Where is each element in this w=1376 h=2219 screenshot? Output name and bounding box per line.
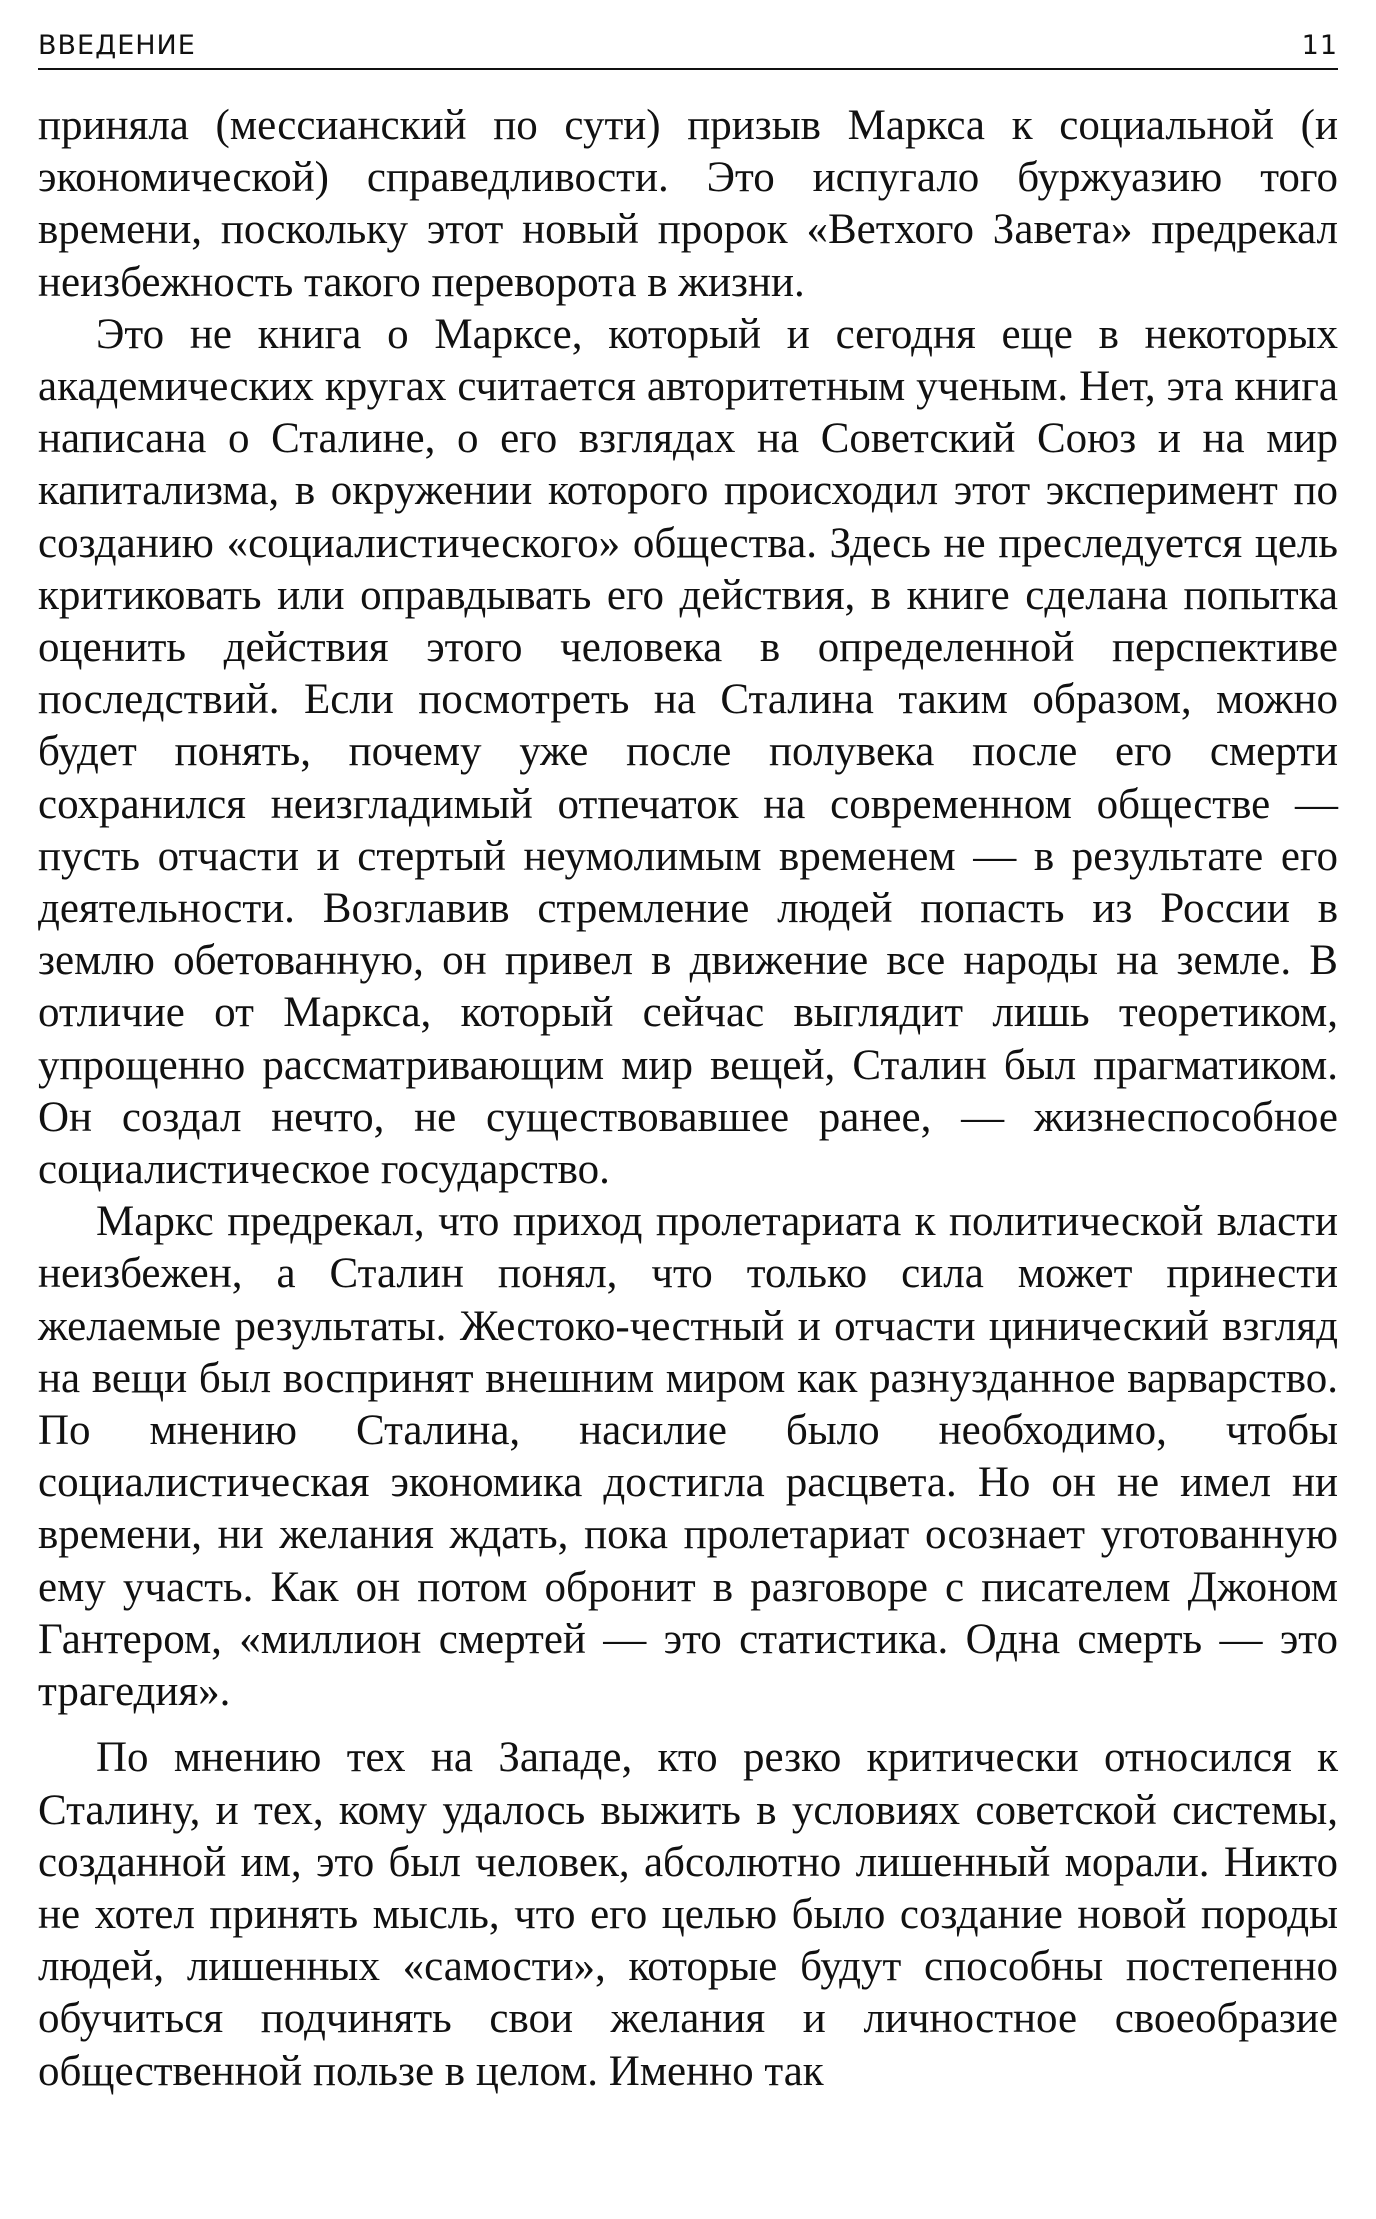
running-header bbox=[38, 28, 1338, 70]
paragraph: Это не книга о Марксе, который и сегодня еще в некоторых академических кругах считается авторитетным ученым. Нет, эта книга написана о Сталине, о его взглядах на Советский Союз и на мир капитализма, в окружении которого происходил этот эксперимент по созданию «социалистического» общества. Здесь не преследуется цель критиковать или оправдывать его действия, в книге сделана попытка оценить действия этого человека в определенной перспективе последствий. Если посмотреть на Сталина таким образом, можно будет понять, почему уже после полувека после его смерти сохранился неизгладимый отпечаток на современном обществе — пусть отчасти и стертый неумолимым временем — в результате его деятельности. Возглавив стремление людей попасть из России в землю обетованную, он привел в движение все народы на земле. В отличие от Маркса, который сейчас выглядит лишь теоретиком, упрощенно рассматривающим мир вещей, Сталин был прагматиком. Он создал нечто, не существовавшее ранее, — жизнеспособное социалистическое государство. bbox=[38, 310, 1338, 1194]
page-number: 11 bbox=[1301, 30, 1338, 61]
book-page bbox=[38, 28, 1338, 2098]
paragraph: По мнению тех на Западе, кто резко критически относился к Сталину, и тех, кому удалось выжить в условиях советской системы, созданной им, это был человек, абсолютно лишенный морали. Никто не хотел принять мысль, что его целью было создание новой породы людей, лишенных «самости», которые будут способны постепенно обучиться подчинять свои желания и личностное своеобразие общественной пользе в целом. Именно так bbox=[38, 1734, 1338, 2095]
paragraph-continued: приняла (мессианский по сути) призыв Маркса к социальной (и экономической) справедливости. Это испугало буржуазию того времени, поскольку этот новый пророк «Ветхого Завета» предрекал неизбежность такого переворота в жизни. bbox=[38, 102, 1338, 306]
body-text bbox=[38, 100, 1338, 2098]
paragraph: Маркс предрекал, что приход пролетариата к политической власти неизбежен, а Сталин понял, что только сила может принести желаемые результаты. Жестоко-честный и отчасти цинический взгляд на вещи был воспринят внешним миром как разнузданное варварство. По мнению Сталина, насилие было необходимо, чтобы социалистическая экономика достигла расцвета. Но он не имел ни времени, ни желания ждать, пока пролетариат осознает уготованную ему участь. Как он потом обронит в разговоре с писателем Джоном Гантером, «миллион смертей — это статистика. Одна смерть — это трагедия». bbox=[38, 1198, 1338, 1716]
section-title: ВВЕДЕНИЕ bbox=[38, 30, 196, 61]
